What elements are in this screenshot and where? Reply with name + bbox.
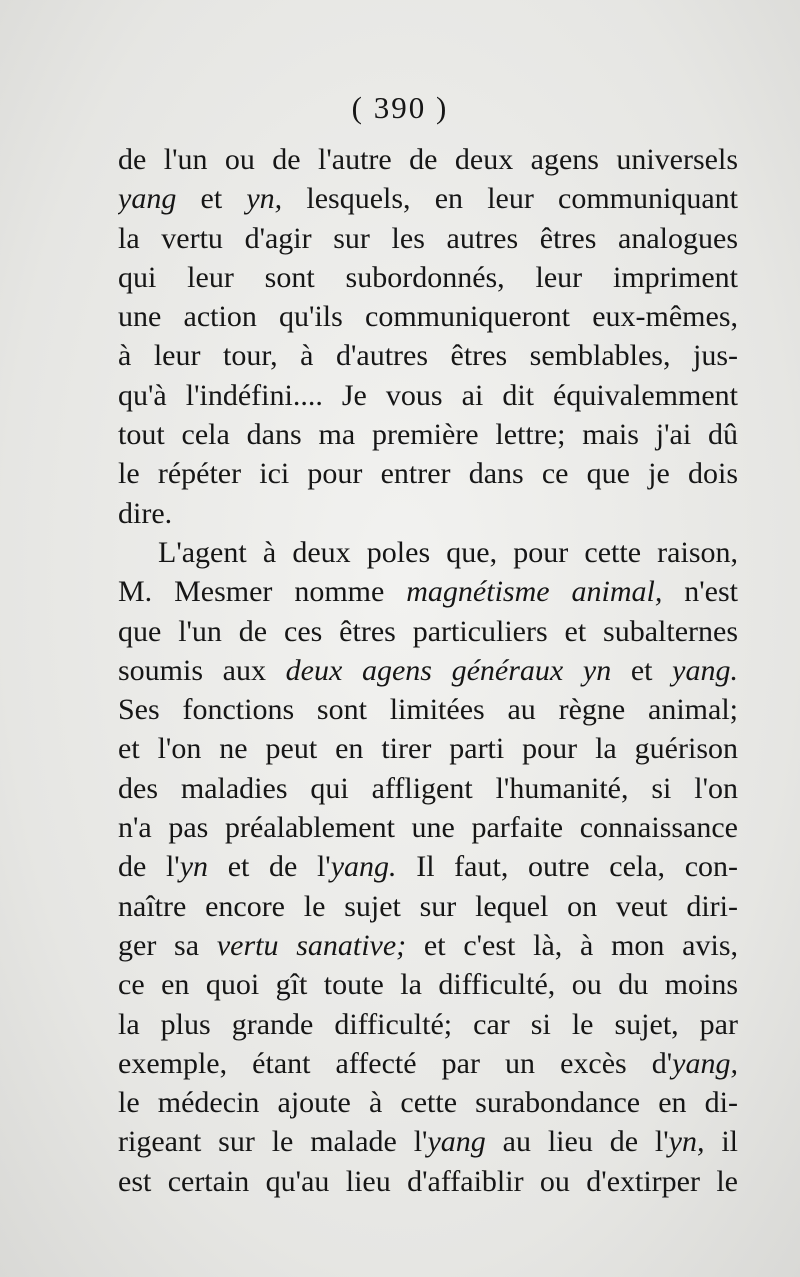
text-line	[118, 1122, 738, 1161]
italic-text: yang.	[672, 653, 738, 687]
text-segment: dire.	[118, 496, 173, 530]
text-segment: n'est	[662, 575, 738, 609]
text-segment: de l'un ou de l'autre de deux agens universels	[118, 143, 738, 176]
text-line	[118, 729, 738, 768]
text-line	[118, 808, 738, 847]
text-segment: ce en quoi gît toute la difficulté, ou du moins	[118, 968, 738, 1002]
text-segment: Ses fonctions sont limitées au règne animal;	[118, 693, 738, 727]
text-line	[118, 769, 738, 808]
text-segment: tout cela dans ma première lettre; mais j'ai dû	[118, 418, 738, 452]
text-segment: il	[704, 1125, 738, 1159]
italic-text: yang	[118, 182, 177, 216]
text-segment: de l'	[118, 850, 180, 884]
text-segment: une action qu'ils communiqueront eux-mêmes,	[118, 300, 738, 334]
text-line	[118, 219, 738, 258]
italic-text: magnétisme animal,	[406, 575, 663, 609]
text-segment: exemple, étant affecté par un excès d'	[118, 1046, 673, 1080]
text-line	[118, 612, 738, 651]
text-segment: n'a pas préalablement une parfaite connaissance	[118, 811, 738, 845]
text-segment: Il faut, outre cela, con-	[396, 850, 738, 884]
text-line	[118, 1005, 738, 1044]
text-segment: ger sa	[118, 928, 217, 962]
text-segment: naître encore le sujet sur lequel on veut diri-	[118, 889, 738, 923]
italic-text: yang,	[672, 1046, 738, 1080]
text-segment: au lieu de l'	[485, 1125, 669, 1159]
text-line	[118, 1044, 738, 1083]
text-line	[118, 651, 738, 690]
text-segment: que l'un de ces êtres particuliers et subalternes	[118, 614, 738, 648]
text-segment: lesquels, en leur communiquant	[282, 182, 738, 216]
text-line	[118, 572, 738, 611]
italic-text: yn,	[668, 1125, 705, 1159]
text-line	[118, 690, 738, 729]
text-line	[118, 454, 738, 493]
text-segment: M. Mesmer nomme	[118, 575, 407, 609]
text-segment: la plus grande difficulté; car si le sujet, par	[118, 1007, 738, 1041]
italic-text: yang.	[330, 850, 397, 884]
italic-text: yn	[179, 850, 209, 884]
text-line	[118, 1162, 738, 1201]
text-segment: et de l'	[208, 850, 331, 884]
text-line	[118, 533, 738, 572]
text-segment: est certain qu'au lieu d'affaiblir ou d'extirper le	[118, 1164, 738, 1198]
text-line	[118, 336, 738, 375]
text-segment: à leur tour, à d'autres êtres semblables, jus-	[118, 339, 738, 373]
body-text	[118, 140, 738, 1201]
page-number: ( 390 )	[351, 90, 449, 125]
text-segment: et l'on ne peut en tirer parti pour la guérison	[118, 732, 738, 766]
text-line	[118, 887, 738, 926]
italic-text: vertu sanative;	[216, 928, 407, 962]
text-segment: L'agent à deux poles que, pour cette raison,	[158, 535, 738, 569]
text-segment: des maladies qui affligent l'humanité, si l'on	[118, 771, 738, 805]
text-segment: qu'à l'indéfini.... Je vous ai dit équivalemment	[118, 378, 738, 412]
text-line	[118, 140, 738, 179]
text-segment: la vertu d'agir sur les autres êtres analogues	[118, 221, 738, 255]
text-line	[118, 376, 738, 415]
text-line	[118, 258, 738, 297]
text-segment: et	[176, 182, 247, 216]
text-line	[118, 965, 738, 1004]
text-line	[118, 179, 738, 218]
text-line	[118, 494, 738, 533]
italic-text: yang	[427, 1125, 486, 1159]
text-line	[118, 415, 738, 454]
text-line	[118, 847, 738, 886]
text-line	[118, 926, 738, 965]
text-segment: et	[611, 653, 673, 687]
italic-text: deux agens généraux yn	[285, 653, 612, 687]
text-segment: soumis aux	[118, 653, 286, 687]
text-segment: qui leur sont subordonnés, leur impriment	[118, 260, 738, 294]
text-segment: et c'est là, à mon avis,	[406, 928, 738, 962]
text-segment: le répéter ici pour entrer dans ce que je dois	[118, 457, 738, 491]
text-segment: rigeant sur le malade l'	[118, 1125, 428, 1159]
italic-text: yn,	[246, 182, 283, 216]
text-line	[118, 1083, 738, 1122]
text-segment: le médecin ajoute à cette surabondance en di-	[118, 1086, 738, 1120]
text-line	[118, 297, 738, 336]
